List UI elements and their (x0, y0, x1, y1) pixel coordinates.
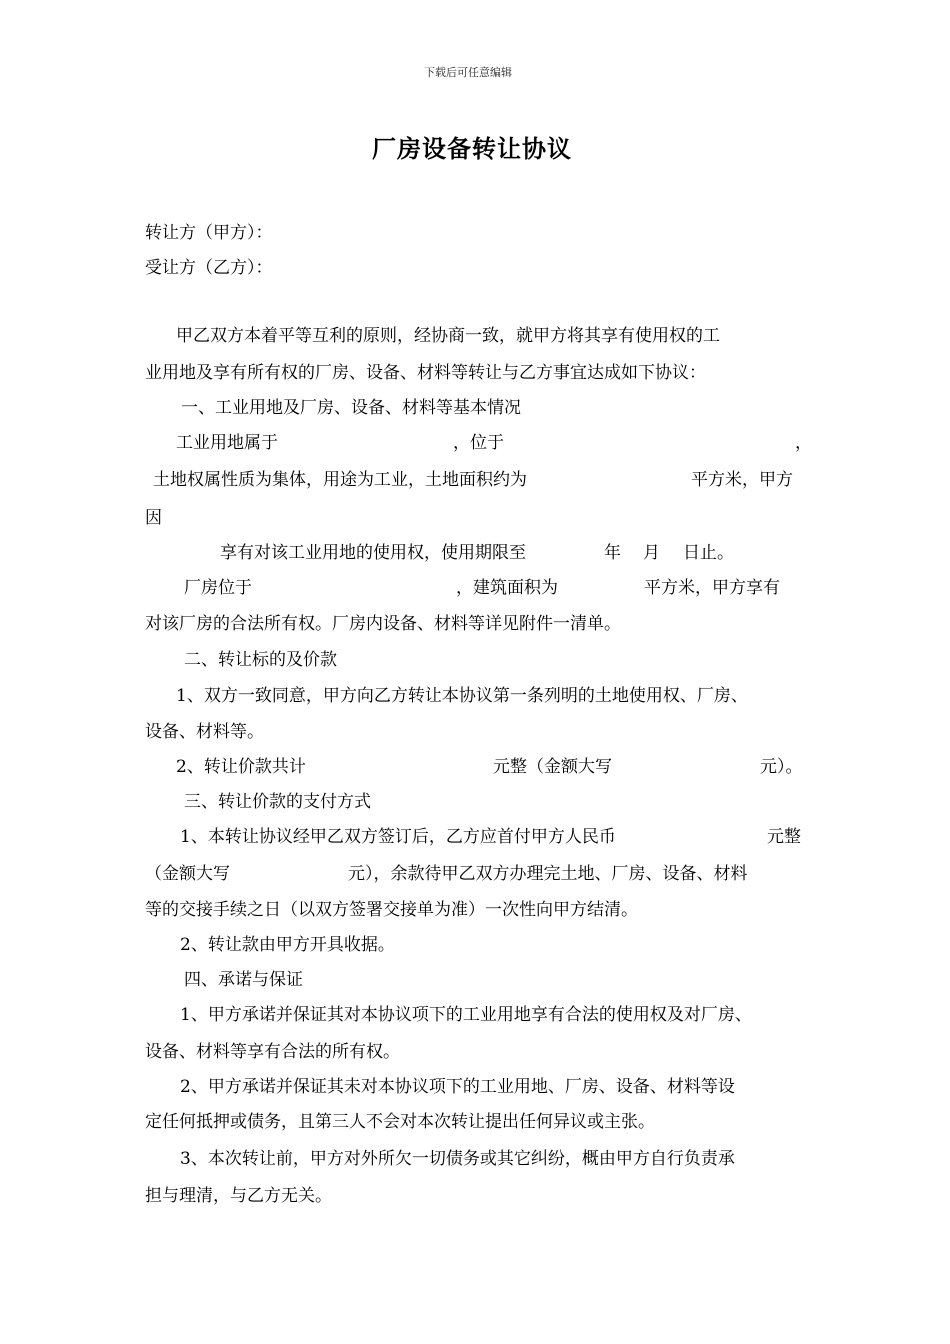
because-text: 因 (145, 508, 162, 528)
year-label: 年 (604, 543, 621, 563)
floor-area-text: ，建筑面积为 (456, 578, 558, 598)
receipt-text: 2、转让款由甲方开具收据。 (180, 935, 395, 955)
sqm-party-a-owns-text: 平方米，甲方享有 (644, 578, 780, 598)
land-nature-text: 土地权属性质为集体，用途为工业，土地面积约为 (153, 470, 527, 490)
section-1-heading: 一、工业用地及厂房、设备、材料等基本情况 (181, 398, 521, 418)
day-end-label: 日止。 (683, 543, 734, 563)
first-payment-text: 1、本转让协议经甲乙双方签订后，乙方应首付甲方人民币 (180, 827, 616, 847)
use-right-until-text: 享有对该工业用地的使用权，使用期限至 (220, 543, 526, 563)
section-4-item-3-line-2: 担与理清，与乙方无关。 (145, 1186, 332, 1206)
price-total-text: 2、转让价款共计 (176, 757, 306, 777)
plant-at-text: 厂房位于 (184, 578, 252, 598)
month-label: 月 (643, 543, 660, 563)
land-belongs-text: 工业用地属于 (176, 433, 278, 453)
preamble-line-2: 业用地及享有所有权的厂房、设备、材料等转让与乙方事宜达成如下协议： (145, 363, 706, 383)
amount-words-label: （金额大写 (145, 864, 230, 884)
section-3-heading: 三、转让价款的支付方式 (184, 792, 371, 812)
section-4-heading: 四、承诺与保证 (184, 970, 303, 990)
document-title: 厂房设备转让协议 (372, 134, 572, 163)
section-4-item-2-line-2: 定任何抵押或债务，且第三人不会对本次转让提出任何异议或主张。 (145, 1112, 655, 1132)
section-4-item-3-line-1: 3、本次转让前，甲方对外所欠一切债务或其它纠纷，概由甲方自行负责承 (180, 1149, 735, 1169)
handover-text: 等的交接手续之日（以双方签署交接单为准）一次性向甲方结清。 (145, 900, 638, 920)
first-payment-unit: 元整 (767, 827, 801, 847)
ownership-text: 对该厂房的合法所有权。厂房内设备、材料等详见附件一清单。 (145, 614, 621, 634)
price-end-text: 元）。 (760, 757, 803, 777)
located-at-text: ，位于 (453, 433, 504, 453)
section-4-item-1-line-1: 1、甲方承诺并保证其对本协议项下的工业用地享有合法的使用权及对厂房、 (180, 1005, 752, 1025)
balance-text: 元），余款待甲乙双方办理完土地、厂房、设备、材料 (348, 864, 748, 884)
comma-text: ， (795, 433, 812, 453)
section-2-heading: 二、转让标的及价款 (184, 650, 337, 670)
section-4-item-2-line-1: 2、甲方承诺并保证其未对本协议项下的工业用地、厂房、设备、材料等设 (180, 1077, 735, 1097)
section-2-item-1-line-2: 设备、材料等。 (145, 722, 264, 742)
price-in-words-text: 元整（金额大写 (493, 757, 612, 777)
section-2-item-1-line-1: 1、双方一致同意，甲方向乙方转让本协议第一条列明的土地使用权、厂房、 (176, 686, 748, 706)
preamble-line-1: 甲乙双方本着平等互利的原则，经协商一致，就甲方将其享有使用权的工 (176, 326, 720, 346)
transferor-label: 转让方（甲方）： (145, 223, 273, 243)
header-note: 下载后可任意编辑 (424, 66, 512, 79)
sqm-party-a-text: 平方米，甲方 (691, 470, 793, 490)
section-4-item-1-line-2: 设备、材料等享有合法的所有权。 (145, 1042, 400, 1062)
transferee-label: 受让方（乙方）： (145, 258, 273, 278)
